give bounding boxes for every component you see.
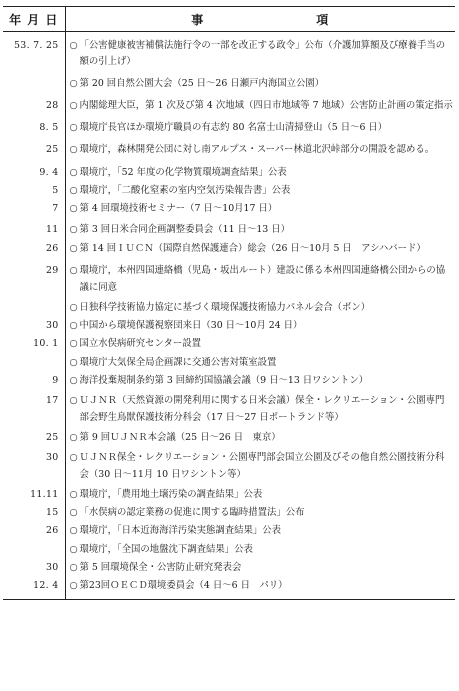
row-event <box>65 71 455 92</box>
row-date: 29 <box>3 257 65 296</box>
row-date: 7 <box>3 199 65 217</box>
table-row <box>3 521 455 539</box>
row-date: 9. 4 <box>3 159 65 181</box>
table-header-row <box>3 7 455 32</box>
table-row <box>3 576 455 599</box>
event-header-char-1: 事 <box>191 12 205 27</box>
row-event <box>65 371 455 389</box>
table-row <box>3 316 455 334</box>
bullet-mark: ○ <box>69 122 78 134</box>
bullet-mark: ○ <box>69 488 78 500</box>
table-row <box>3 389 455 426</box>
bullet-mark: ○ <box>69 301 78 313</box>
bullet-mark: ○ <box>69 320 78 332</box>
event-text: 日独科学技術協力協定に基づく環境保護技術協力パネル会合（ボン） <box>79 301 371 313</box>
event-text: 第 5 回環境保全・公害防止研究発表会 <box>79 562 242 574</box>
table-row <box>3 483 455 503</box>
bullet-mark: ○ <box>69 99 78 111</box>
event-text: ＵＪＮＲ（天然資源の開発利用に関する日米会議）保全・レクリエーション・公園専門部会野生鳥獣保護技術分科会（17 日～27 日ポートランド等） <box>79 395 445 423</box>
row-event <box>65 92 455 114</box>
table-row <box>3 296 455 316</box>
row-date: 30 <box>3 446 65 483</box>
row-event <box>65 136 455 158</box>
row-date: 10. 1 <box>3 334 65 352</box>
row-date: 11 <box>3 218 65 238</box>
table-row <box>3 181 455 199</box>
event-text: 環境庁大気保全局企画課に交通公害対策室設置 <box>79 356 277 368</box>
bullet-mark: ○ <box>69 144 78 156</box>
table-row <box>3 503 455 521</box>
table-row <box>3 71 455 92</box>
row-event <box>65 483 455 503</box>
event-text: 海洋投棄規制条約第 3 回締約国協議会議（9 日～13 日ワシントン） <box>79 375 369 387</box>
event-text: 内閣総理大臣，第 1 次及び第 4 次地域（四日市地域等 7 地域）公害防止計画の策定指示 <box>79 99 453 111</box>
date-column-header: 年 月 日 <box>3 7 65 32</box>
row-event <box>65 296 455 316</box>
bullet-mark: ○ <box>69 338 78 350</box>
table-row <box>3 218 455 238</box>
row-event <box>65 426 455 446</box>
row-date <box>3 296 65 316</box>
bullet-mark: ○ <box>69 395 78 407</box>
row-event <box>65 503 455 521</box>
bullet-mark: ○ <box>69 223 78 235</box>
row-date: 30 <box>3 316 65 334</box>
bullet-mark: ○ <box>69 562 78 574</box>
row-date: 9 <box>3 371 65 389</box>
event-text: 国立水俣病研究センター設置 <box>79 338 202 350</box>
row-event <box>65 159 455 181</box>
row-event <box>65 199 455 217</box>
bullet-mark: ○ <box>69 525 78 537</box>
table-row <box>3 32 455 71</box>
table-row <box>3 371 455 389</box>
row-date: 25 <box>3 136 65 158</box>
bullet-mark: ○ <box>69 356 78 368</box>
table-row <box>3 92 455 114</box>
bullet-mark: ○ <box>69 543 78 555</box>
event-text: 「水俣病の認定業務の促進に関する臨時措置法」公布 <box>79 507 305 519</box>
event-text: 「公害健康被害補償法施行令の一部を改正する政令」公布（介護加算額及び療養手当の額の引上げ） <box>79 40 446 68</box>
row-date: 15 <box>3 503 65 521</box>
bullet-mark: ○ <box>69 166 78 178</box>
row-event <box>65 540 455 558</box>
table-row <box>3 558 455 576</box>
bullet-mark: ○ <box>69 507 78 519</box>
table-row <box>3 353 455 371</box>
row-event <box>65 446 455 483</box>
row-event <box>65 218 455 238</box>
table-row <box>3 334 455 352</box>
table-row <box>3 114 455 136</box>
table-row <box>3 540 455 558</box>
bullet-mark: ○ <box>69 431 78 443</box>
table-row <box>3 426 455 446</box>
event-text: 第 3 回日米合同企画調整委員会（11 日～13 日） <box>79 223 290 235</box>
row-event <box>65 576 455 599</box>
event-text: 中国から環境保護視察団来日（30 日～10月 24 日） <box>79 320 303 332</box>
table-row <box>3 136 455 158</box>
row-date <box>3 540 65 558</box>
event-header-char-2: 項 <box>316 12 330 27</box>
event-text: 第 4 回環境技術セミナー（7 日～10月17 日） <box>79 203 278 215</box>
row-event <box>65 353 455 371</box>
table-row <box>3 257 455 296</box>
bullet-mark: ○ <box>69 77 78 89</box>
bullet-mark: ○ <box>69 580 78 592</box>
row-date: 28 <box>3 92 65 114</box>
bullet-mark: ○ <box>69 242 78 254</box>
table-body <box>3 32 455 600</box>
row-date: 53. 7. 25 <box>3 32 65 71</box>
row-date: 26 <box>3 238 65 257</box>
row-event <box>65 32 455 71</box>
table-row <box>3 199 455 217</box>
event-text: 環境庁，「全国の地盤沈下調査結果」公表 <box>79 543 253 555</box>
row-event <box>65 257 455 296</box>
event-column-header <box>65 7 455 32</box>
event-text: 環境庁長官ほか環境庁職員の有志約 80 名富士山清掃登山（5 日～6 日） <box>79 122 388 134</box>
event-text: 第 9 回ＵＪＮＲ本会議（25 日～26 日 東京） <box>79 431 281 443</box>
event-text: 環境庁，「日本近海海洋汚染実態調査結果」公表 <box>79 525 282 537</box>
event-text: 第 14 回ＩＵＣＮ（国際自然保護連合）総会（26 日～10月 5 日 アシハバード） <box>79 242 426 254</box>
event-text: 環境庁，「農用地土壌汚染の調査結果」公表 <box>79 488 263 500</box>
table-row <box>3 238 455 257</box>
bullet-mark: ○ <box>69 40 78 51</box>
row-event <box>65 316 455 334</box>
bullet-mark: ○ <box>69 265 78 277</box>
chronology-table <box>3 6 455 600</box>
table-row <box>3 159 455 181</box>
row-event <box>65 238 455 257</box>
row-date: 12. 4 <box>3 576 65 599</box>
row-event <box>65 558 455 576</box>
row-date: 17 <box>3 389 65 426</box>
bullet-mark: ○ <box>69 375 78 387</box>
row-date: 30 <box>3 558 65 576</box>
event-text: 環境庁，森林開発公団に対し南アルプス・スーパー林道北沢峠部分の開設を認める。 <box>79 144 435 156</box>
table-row <box>3 446 455 483</box>
row-event <box>65 181 455 199</box>
bullet-mark: ○ <box>69 452 78 464</box>
event-text: ＵＪＮＲ保全・レクリエーション・公園専門部会国立公園及びその他自然公園技術分科会（30 日～11月 10 日ワシントン等） <box>79 452 445 480</box>
event-text: 第 20 回自然公園大会（25 日～26 日瀬戸内海国立公園） <box>79 77 325 89</box>
bullet-mark: ○ <box>69 203 78 215</box>
row-date: 26 <box>3 521 65 539</box>
event-text: 第23回ＯＥＣＤ環境委員会（4 日～6 日 パリ） <box>79 580 288 592</box>
row-event <box>65 334 455 352</box>
row-date: 5 <box>3 181 65 199</box>
event-text: 環境庁，「二酸化窒素の室内空気汚染報告書」公表 <box>79 185 291 197</box>
row-date <box>3 71 65 92</box>
bullet-mark: ○ <box>69 185 78 197</box>
row-date: 11.11 <box>3 483 65 503</box>
row-date <box>3 353 65 371</box>
row-event <box>65 114 455 136</box>
row-event <box>65 389 455 426</box>
row-date: 25 <box>3 426 65 446</box>
event-text: 環境庁，「52 年度の化学物質環境調査結果」公表 <box>79 166 287 178</box>
row-event <box>65 521 455 539</box>
row-date: 8. 5 <box>3 114 65 136</box>
event-text: 環境庁，本州四国連絡橋（児島・坂出ルート）建設に係る本州四国連絡橋公団からの協議に同意 <box>79 265 446 293</box>
